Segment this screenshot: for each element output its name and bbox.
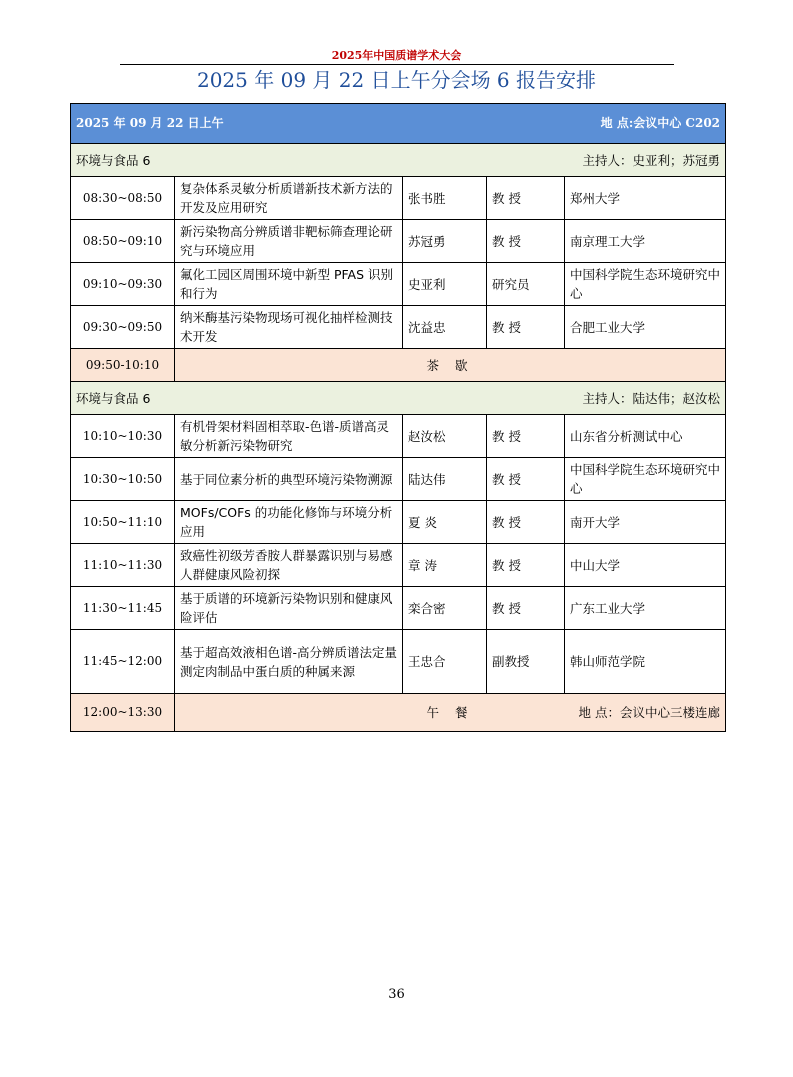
talk-time: 09:10~09:30 xyxy=(71,263,175,306)
talk-title: 氟化工园区周围环境中新型 PFAS 识别和行为 xyxy=(175,263,403,306)
talk-affiliation: 合肥工业大学 xyxy=(565,306,726,349)
session-location: 地 点:会议中心 C202 xyxy=(600,116,721,130)
talk-time: 11:45~12:00 xyxy=(71,630,175,694)
talk-row xyxy=(71,177,726,220)
session-header-row xyxy=(71,104,726,144)
talk-rank: 教 授 xyxy=(487,220,565,263)
group-name: 环境与食品 6 xyxy=(76,152,151,168)
lunch-location: 地 点：会议中心三楼连廊 xyxy=(578,705,721,720)
talk-title: 有机骨架材料固相萃取-色谱-质谱高灵敏分析新污染物研究 xyxy=(175,415,403,458)
talk-row xyxy=(71,501,726,544)
talk-time: 10:10~10:30 xyxy=(71,415,175,458)
talk-affiliation: 郑州大学 xyxy=(565,177,726,220)
talk-row xyxy=(71,220,726,263)
tea-break-row xyxy=(71,349,726,382)
talk-speaker: 夏 炎 xyxy=(403,501,487,544)
conference-header: 2025年中国质谱学术大会 xyxy=(331,49,462,62)
talk-affiliation: 中国科学院生态环境研究中心 xyxy=(565,263,726,306)
talk-affiliation: 广东工业大学 xyxy=(565,587,726,630)
talk-speaker: 张书胜 xyxy=(403,177,487,220)
talk-time: 08:30~08:50 xyxy=(71,177,175,220)
page-number: 36 xyxy=(388,987,405,1002)
talk-row xyxy=(71,630,726,694)
talk-affiliation: 山东省分析测试中心 xyxy=(565,415,726,458)
talk-speaker: 王忠合 xyxy=(403,630,487,694)
header-divider xyxy=(120,64,674,65)
page-title: 2025 年 09 月 22 日上午分会场 6 报告安排 xyxy=(196,68,597,92)
group-hosts: 主持人：史亚利；苏冠勇 xyxy=(582,152,721,168)
talk-time: 10:50~11:10 xyxy=(71,501,175,544)
talk-row xyxy=(71,544,726,587)
lunch-row xyxy=(71,694,726,732)
talk-rank: 教 授 xyxy=(487,415,565,458)
talk-affiliation: 中山大学 xyxy=(565,544,726,587)
talk-affiliation: 南京理工大学 xyxy=(565,220,726,263)
talk-affiliation: 中国科学院生态环境研究中心 xyxy=(565,458,726,501)
group-header-row xyxy=(71,382,726,415)
tea-break-label: 茶 歇 xyxy=(175,349,726,382)
talk-speaker: 章 涛 xyxy=(403,544,487,587)
talk-speaker: 苏冠勇 xyxy=(403,220,487,263)
group-hosts: 主持人：陆达伟；赵汝松 xyxy=(582,390,721,406)
talk-title: 基于超高效液相色谱-高分辨质谱法定量测定肉制品中蛋白质的种属来源 xyxy=(175,630,403,694)
talk-speaker: 赵汝松 xyxy=(403,415,487,458)
talk-rank: 研究员 xyxy=(487,263,565,306)
talk-time: 11:10~11:30 xyxy=(71,544,175,587)
talk-title: 新污染物高分辨质谱非靶标筛查理论研究与环境应用 xyxy=(175,220,403,263)
talk-speaker: 沈益忠 xyxy=(403,306,487,349)
session-date: 2025 年 09 月 22 日上午 xyxy=(76,116,224,130)
talk-rank: 副教授 xyxy=(487,630,565,694)
talk-speaker: 史亚利 xyxy=(403,263,487,306)
talk-rank: 教 授 xyxy=(487,501,565,544)
group-name: 环境与食品 6 xyxy=(76,390,151,406)
talk-rank: 教 授 xyxy=(487,544,565,587)
schedule-table xyxy=(70,103,726,732)
talk-title: 纳米酶基污染物现场可视化抽样检测技术开发 xyxy=(175,306,403,349)
talk-row xyxy=(71,458,726,501)
talk-row xyxy=(71,587,726,630)
talk-title: 致癌性初级芳香胺人群暴露识别与易感人群健康风险初探 xyxy=(175,544,403,587)
talk-row xyxy=(71,263,726,306)
talk-title: MOFs/COFs 的功能化修饰与环境分析应用 xyxy=(175,501,403,544)
lunch-label: 午 餐 xyxy=(426,705,474,720)
talk-row xyxy=(71,415,726,458)
talk-row xyxy=(71,306,726,349)
talk-rank: 教 授 xyxy=(487,177,565,220)
talk-title: 复杂体系灵敏分析质谱新技术新方法的开发及应用研究 xyxy=(175,177,403,220)
talk-affiliation: 南开大学 xyxy=(565,501,726,544)
talk-title: 基于同位素分析的典型环境污染物溯源 xyxy=(175,458,403,501)
talk-time: 11:30~11:45 xyxy=(71,587,175,630)
talk-time: 08:50~09:10 xyxy=(71,220,175,263)
talk-rank: 教 授 xyxy=(487,458,565,501)
talk-rank: 教 授 xyxy=(487,306,565,349)
lunch-time: 12:00~13:30 xyxy=(71,694,175,732)
talk-rank: 教 授 xyxy=(487,587,565,630)
talk-title: 基于质谱的环境新污染物识别和健康风险评估 xyxy=(175,587,403,630)
talk-time: 10:30~10:50 xyxy=(71,458,175,501)
talk-affiliation: 韩山师范学院 xyxy=(565,630,726,694)
tea-break-time: 09:50-10:10 xyxy=(71,349,175,382)
talk-time: 09:30~09:50 xyxy=(71,306,175,349)
talk-speaker: 陆达伟 xyxy=(403,458,487,501)
talk-speaker: 栾合密 xyxy=(403,587,487,630)
group-header-row xyxy=(71,144,726,177)
